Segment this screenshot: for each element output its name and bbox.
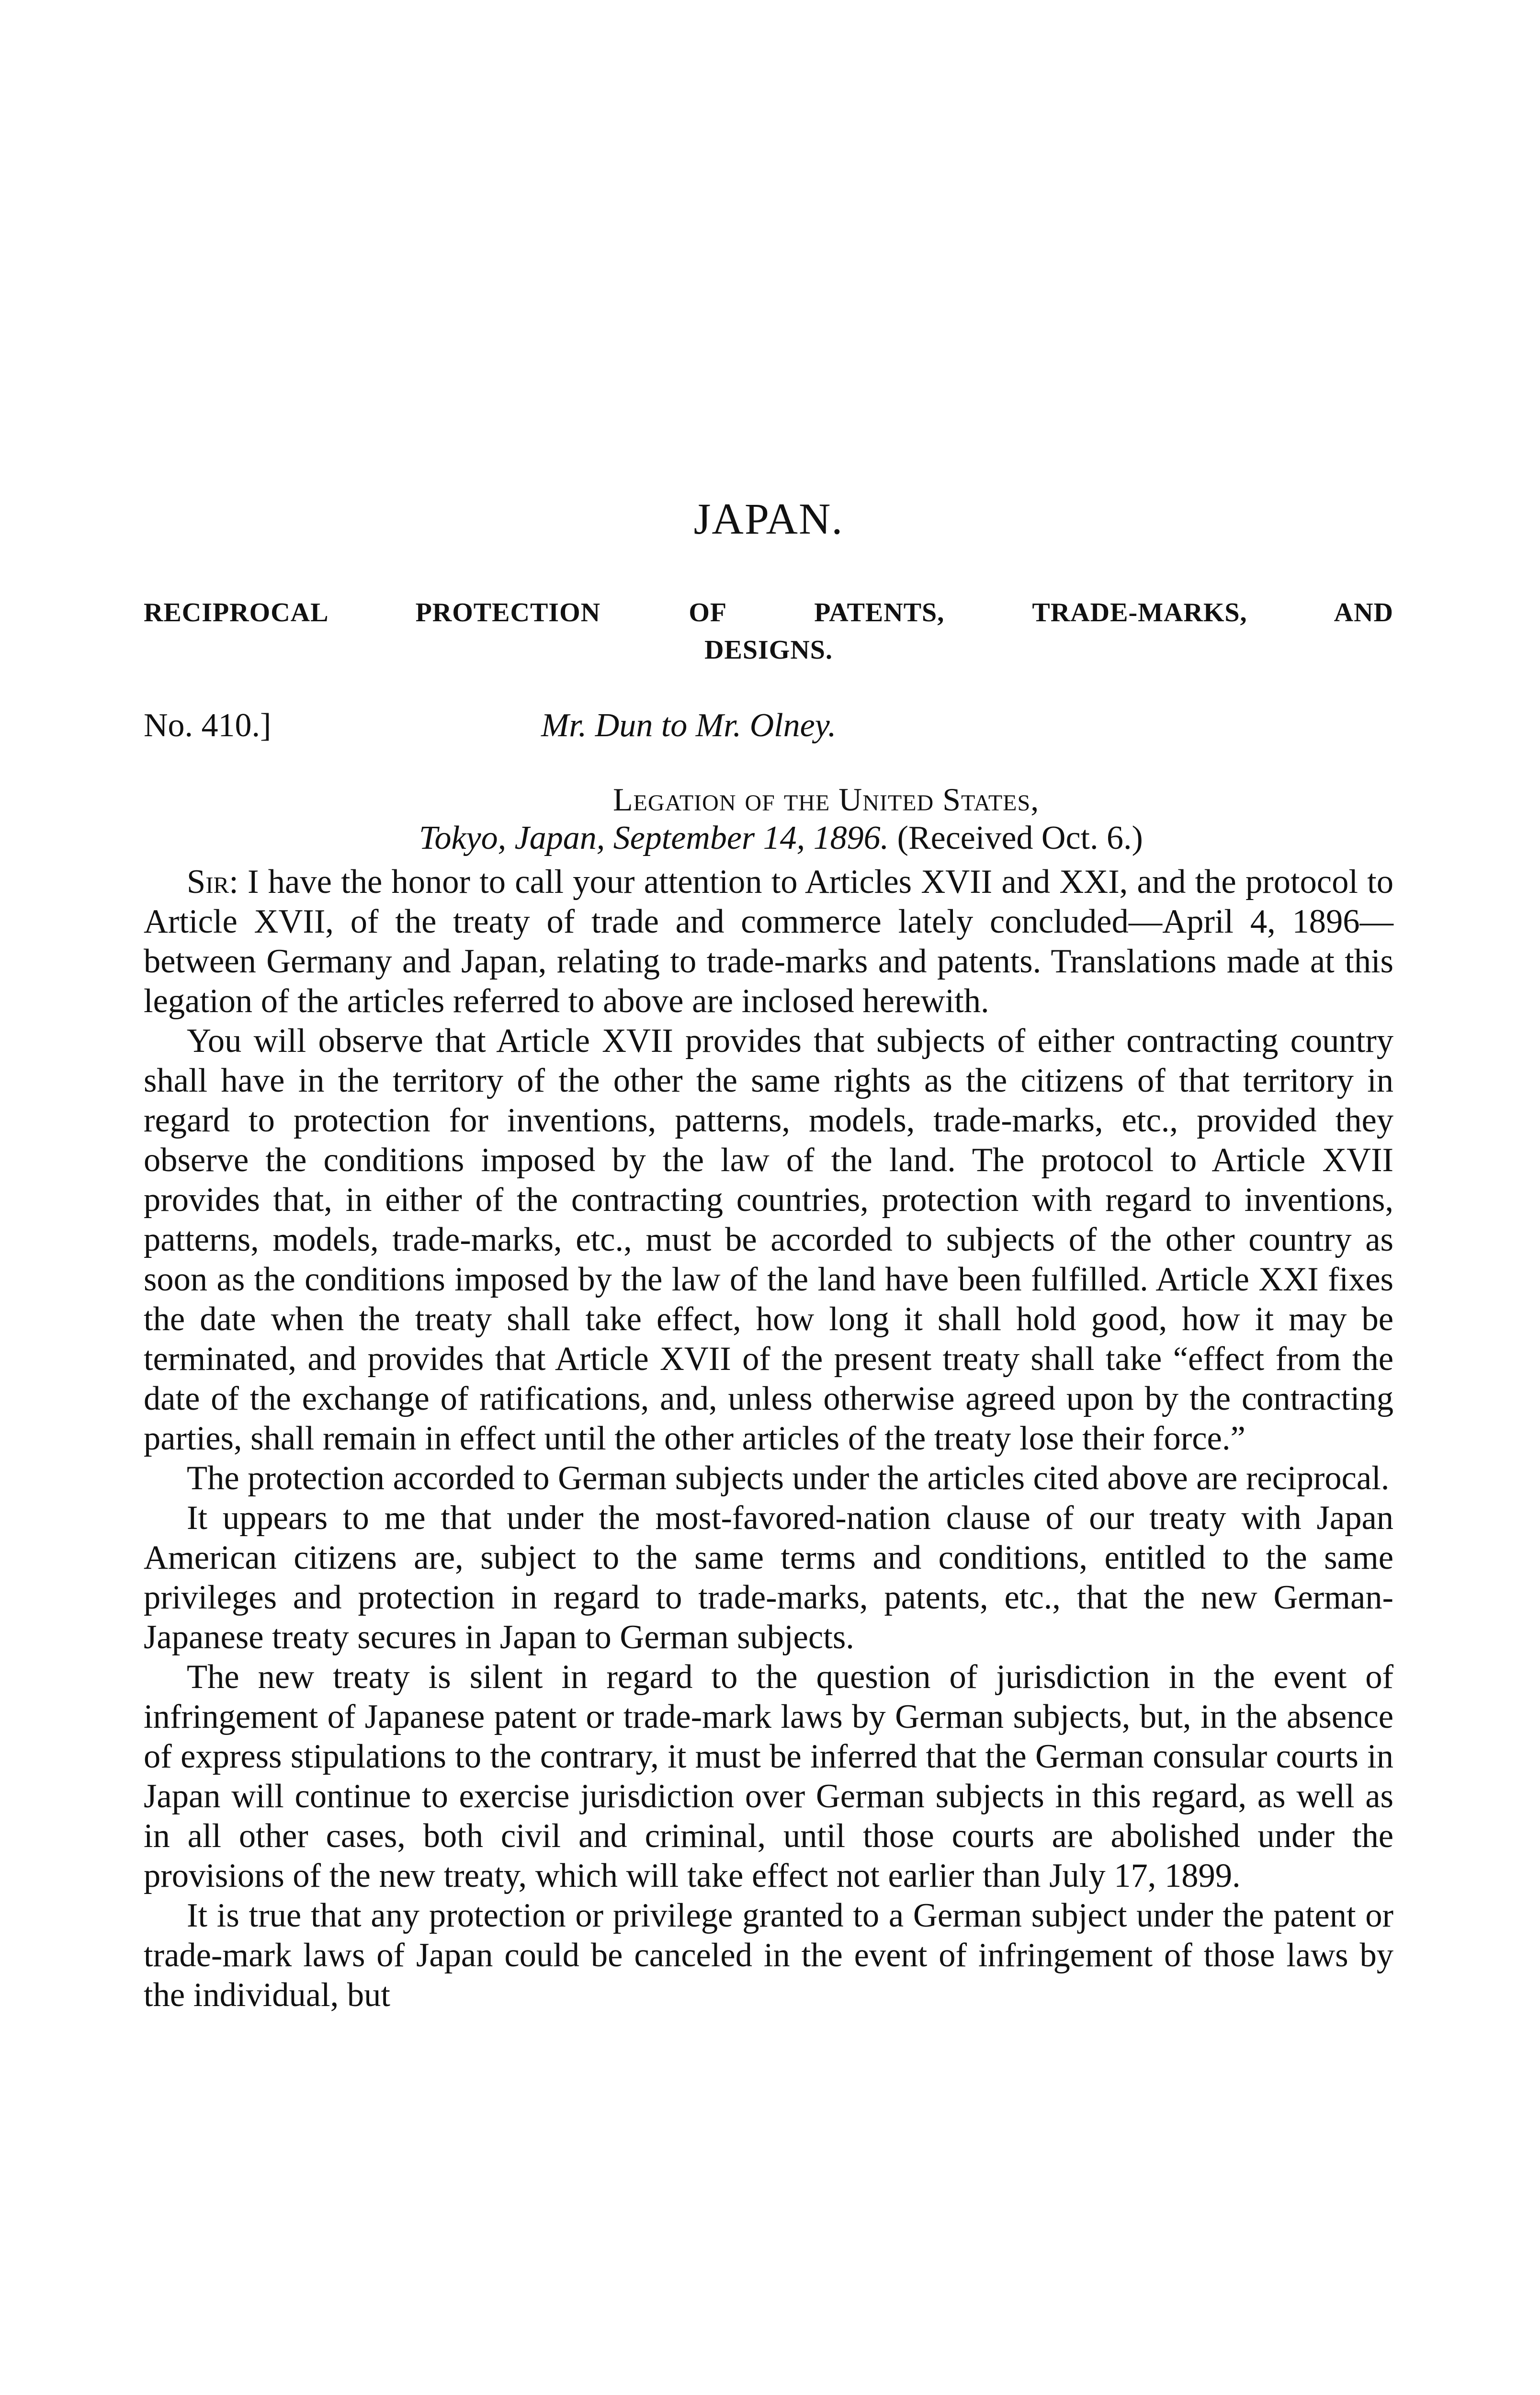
paragraph-text: I have the honor to call your attention to Articles XVII and XXI, and the protocol to Article XVII, of the treaty of trade and commerce lately concluded—April 4, 1896—between Germany and Japan, relating to trade-marks and patents. Translations made at this legation of the articles referred to above are inclosed herewith.: [144, 863, 1393, 1020]
section-heading-line-2: DESIGNS.: [704, 635, 833, 665]
document-header: [144, 707, 1393, 750]
section-heading-line-1: RECIPROCAL PROTECTION OF PATENTS, TRADE-MARKS, AND: [144, 598, 1393, 627]
correspondence-heading: Mr. Dun to Mr. Olney.: [541, 707, 837, 744]
paragraph-3: The protection accorded to German subjects under the articles cited above are reciprocal.: [187, 1460, 1390, 1497]
document-page: [144, 0, 1393, 2395]
salutation: Sir:: [187, 863, 238, 901]
document-number: No. 410.]: [144, 707, 272, 744]
dateline-received: (Received Oct. 6.): [897, 820, 1143, 856]
dateline-place: Tokyo, Japan, September 14, 1896.: [419, 820, 889, 856]
legation-line: Legation of the United States,: [613, 781, 1040, 818]
dateline: [419, 819, 1143, 857]
section-heading: [144, 594, 1393, 669]
paragraph-2: You will observe that Article XVII provides that subjects of either contracting country shall have in the territory of the other the same rights as the citizens of that territory in regard to protection for inventions, patterns, models, trade-marks, etc., provided they observe the conditions imposed by the law of the land. The protocol to Article XVII provides that, in either of the contracting countries, protection with regard to inventions, patterns, models, trade-marks, etc., must be accorded to subjects of the other country as soon as the conditions imposed by the law of the land have been fulfilled. Article XXI fixes the date when the treaty shall take effect, how long it shall hold good, how it may be terminated, and provides that Article XVII of the present treaty shall take “effect from the date of the exchange of ratifications, and, unless otherwise agreed upon by the contracting parties, shall remain in effect until the other articles of the treaty lose their force.”: [144, 1022, 1393, 1457]
paragraph-4: It uppears to me that under the most-favored-nation clause of our treaty with Japan American citizens are, subject to the same terms and conditions, entitled to the same privileges and protection in regard to trade-marks, patents, etc., that the new German-Japanese treaty secures in Japan to German subjects.: [144, 1499, 1393, 1656]
paragraph-1: [144, 862, 1393, 1021]
paragraph-6: It is true that any protection or privilege granted to a German subject under the patent or trade-mark laws of Japan could be canceled in the event of infringement of those laws by the individual, but: [144, 1897, 1393, 2014]
letter-body: [144, 862, 1393, 2015]
paragraph-5: The new treaty is silent in regard to the question of jurisdiction in the event of infringement of Japanese patent or trade-mark laws by German subjects, but, in the absence of express stipulations to the contrary, it must be inferred that the German consular courts in Japan will continue to exercise jurisdiction over German subjects in this regard, as well as in all other cases, both civil and criminal, until those courts are abolished under the provisions of the new treaty, which will take effect not earlier than July 17, 1899.: [144, 1658, 1393, 1894]
page-title: JAPAN.: [693, 494, 844, 543]
